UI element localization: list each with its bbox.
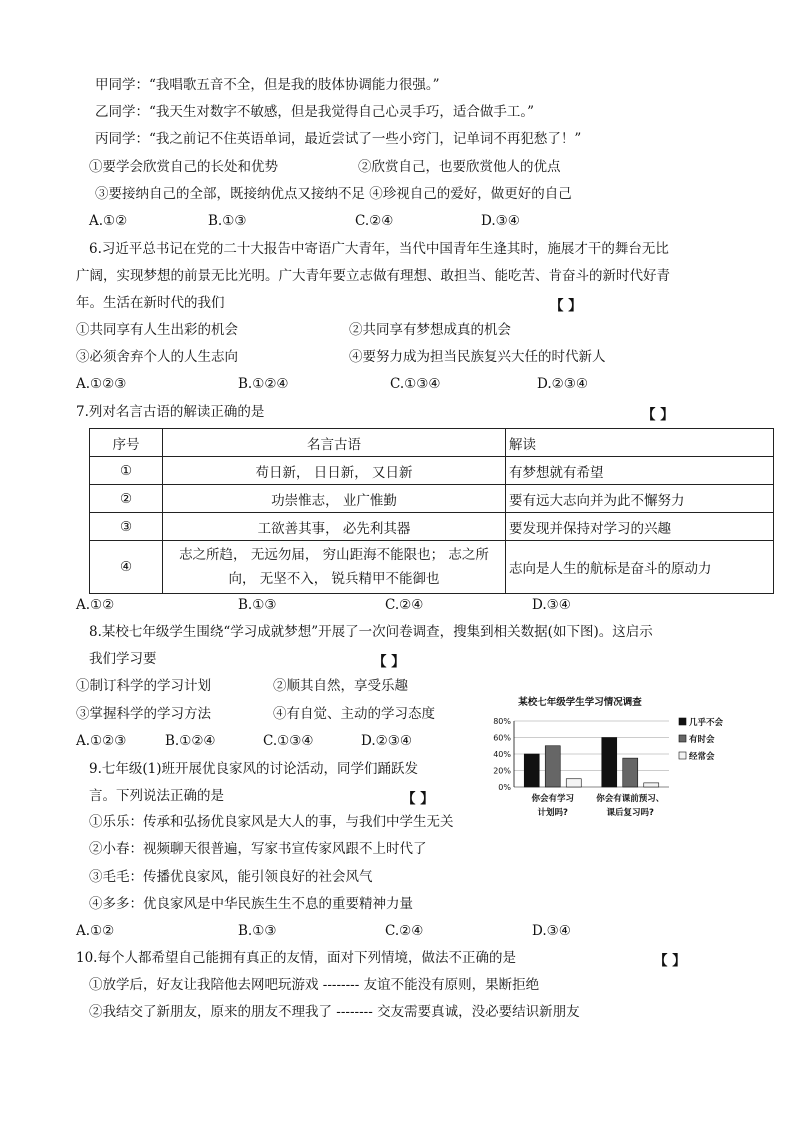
y-tick-label: 20% [493, 766, 511, 776]
row-quote [163, 541, 506, 594]
row-quote: 苟日新， 日日新， 又日新 [163, 457, 506, 485]
category-label: 课后复习吗? [606, 808, 654, 818]
q9-answer-d: D.③④ [532, 923, 571, 939]
bar [524, 754, 539, 787]
q6-stem-line-1: 6.习近平总书记在党的二十大报告中寄语广大青年，当代中国青年生逢其时，施展才干的舞台无比 [89, 241, 669, 257]
row-number: ① [90, 457, 163, 485]
q5-student-yi: 乙同学：“我天生对数字不敏感，但是我觉得自己心灵手巧，适合做手工。” [95, 104, 535, 120]
q8-answer-c: C.①③④ [263, 733, 314, 749]
q5-answer-c: C.②④ [355, 213, 394, 229]
q6-answer-bracket: 【 】 [550, 298, 582, 314]
table-row [90, 513, 774, 541]
q7-answer-a: A.①② [76, 597, 115, 613]
q5-answer-a: A.①② [89, 213, 128, 229]
q10-option-1: ①放学后，好友让我陪他去网吧玩游戏 -------- 友谊不能没有原则，果断拒绝 [89, 977, 540, 993]
bar [566, 779, 581, 787]
q6-option-2: ②共同享有梦想成真的机会 [349, 322, 511, 338]
q5-student-jia: 甲同学：“我唱歌五音不全，但是我的肢体协调能力很强。” [95, 77, 440, 93]
q8-answer-b: B.①②④ [165, 733, 216, 749]
legend-label: 几乎不会 [689, 718, 724, 728]
row-quote-line-1: 志之所趋， 无远勿届， 穷山距海不能限也； 志之所 [179, 547, 489, 563]
q5-option-2: ②欣赏自己，也要欣赏他人的优点 [358, 159, 561, 175]
q8-stem-line-1: 8.某校七年级学生围绕“学习成就梦想”开展了一次问卷调查，搜集到相关数据(如下图)。这启示 [89, 624, 653, 640]
q10-answer-bracket: 【 】 [654, 953, 686, 969]
quotes-table [89, 428, 774, 594]
q9-option-2: ②小春：视频聊天很普遍，写家书宣传家风跟不上时代了 [89, 841, 427, 857]
q8-option-1: ①制订科学的学习计划 [76, 678, 211, 694]
legend-swatch [679, 752, 686, 759]
row-meaning: 志向是人生的航标是奋斗的原动力 [506, 541, 774, 594]
row-quote: 工欲善其事， 必先利其器 [163, 513, 506, 541]
legend-swatch [679, 735, 686, 742]
q7-answer-bracket: 【 】 [642, 407, 674, 423]
q8-answer-bracket: 【 】 [373, 654, 405, 670]
q9-answer-a: A.①② [76, 923, 115, 939]
row-meaning: 有梦想就有希望 [506, 457, 774, 485]
q6-stem-line-3: 年。生活在新时代的我们 [76, 295, 225, 311]
bar [602, 738, 617, 788]
q5-student-bing: 丙同学：“我之前记不住英语单词，最近尝试了一些小窍门，记单词不再犯愁了！” [95, 131, 582, 147]
bar [623, 758, 638, 787]
table-header-row [90, 429, 774, 457]
q8-option-3: ③掌握科学的学习方法 [76, 706, 211, 722]
q7-answer-d: D.③④ [532, 597, 571, 613]
table-row [90, 457, 774, 485]
q8-stem-line-2: 我们学习要 [89, 651, 157, 667]
q9-option-4: ④多多：优良家风是中华民族生生不息的重要精神力量 [89, 896, 413, 912]
q5-option-1: ①要学会欣赏自己的长处和优势 [89, 159, 278, 175]
table-row [90, 485, 774, 513]
q8-option-2: ②顺其自然，享受乐趣 [273, 678, 408, 694]
study-survey-chart [484, 693, 744, 825]
q9-stem-line-1: 9.七年级(1)班开展优良家风的讨论活动，同学们踊跃发 [89, 761, 419, 777]
q5-option-34: ③要接纳自己的全部，既接纳优点又接纳不足 ④珍视自己的爱好，做更好的自己 [95, 186, 572, 202]
q5-answer-d: D.③④ [481, 213, 520, 229]
q9-answer-b: B.①③ [238, 923, 277, 939]
q6-answer-d: D.②③④ [537, 376, 588, 392]
chart-category-labels [531, 793, 664, 818]
q7-answer-b: B.①③ [238, 597, 277, 613]
chart-bars [524, 738, 659, 788]
y-tick-label: 40% [493, 750, 511, 759]
q6-option-4: ④要努力成为担当民族复兴大任的时代新人 [349, 349, 606, 365]
q7-answer-c: C.②④ [385, 597, 424, 613]
bar [644, 783, 659, 787]
q10-option-2: ②我结交了新朋友，原来的朋友不理我了 -------- 交友需要真诚，没必要结识新朋友 [89, 1004, 580, 1020]
row-meaning: 要发现并保持对学习的兴趣 [506, 513, 774, 541]
q10-stem: 10.每个人都希望自己能拥有真正的友情，面对下列情境，做法不正确的是 [76, 950, 516, 966]
y-tick-label: 0% [498, 783, 511, 792]
q8-answer-d: D.②③④ [361, 733, 412, 749]
legend-swatch [679, 718, 686, 725]
y-tick-label: 60% [493, 733, 511, 743]
q6-stem-line-2: 广阔，实现梦想的前景无比光明。广大青年要立志做有理想、敢担当、能吃苦、肯奋斗的新时代好青 [76, 268, 670, 284]
row-meaning: 要有远大志向并为此不懈努力 [506, 485, 774, 513]
q7-stem: 7.列对名言古语的解读正确的是 [76, 404, 265, 420]
chart-title: 某校七年级学生学习情况调查 [518, 697, 642, 708]
q9-stem-line-2: 言。下列说法正确的是 [89, 788, 224, 804]
q6-option-3: ③必须舍弃个人的人生志向 [76, 349, 238, 365]
q6-option-1: ①共同享有人生出彩的机会 [76, 322, 238, 338]
row-number: ③ [90, 513, 163, 541]
q6-answer-c: C.①③④ [390, 376, 441, 392]
category-label: 你会有课前预习、 [596, 794, 665, 804]
q6-answer-a: A.①②③ [76, 376, 127, 392]
q8-answer-a: A.①②③ [76, 733, 127, 749]
legend-label: 经常会 [689, 752, 715, 762]
header-quote: 名言古语 [163, 429, 506, 457]
table-row [90, 541, 774, 594]
category-label: 你会有学习 [531, 794, 575, 804]
q6-answer-b: B.①②④ [238, 376, 289, 392]
row-number: ④ [90, 541, 163, 594]
header-meaning: 解读 [506, 429, 774, 457]
row-number: ② [90, 485, 163, 513]
chart-legend [679, 717, 724, 762]
q9-answer-c: C.②④ [385, 923, 424, 939]
row-quote-line-2: 向， 无坚不入， 锐兵精甲不能御也 [228, 571, 440, 587]
q8-option-4: ④有自觉、主动的学习态度 [273, 706, 435, 722]
q9-option-3: ③毛毛：传播优良家风，能引领良好的社会风气 [89, 869, 373, 885]
q9-answer-bracket: 【 】 [402, 791, 434, 807]
y-tick-label: 80% [493, 717, 511, 726]
category-label: 计划吗? [537, 808, 568, 818]
row-quote: 功崇惟志， 业广惟勤 [163, 485, 506, 513]
q9-option-1: ①乐乐：传承和弘扬优良家风是大人的事，与我们中学生无关 [89, 814, 454, 830]
bar [545, 746, 560, 787]
header-number: 序号 [90, 429, 163, 457]
legend-label: 有时会 [689, 735, 715, 745]
q5-answer-b: B.①③ [208, 213, 247, 229]
